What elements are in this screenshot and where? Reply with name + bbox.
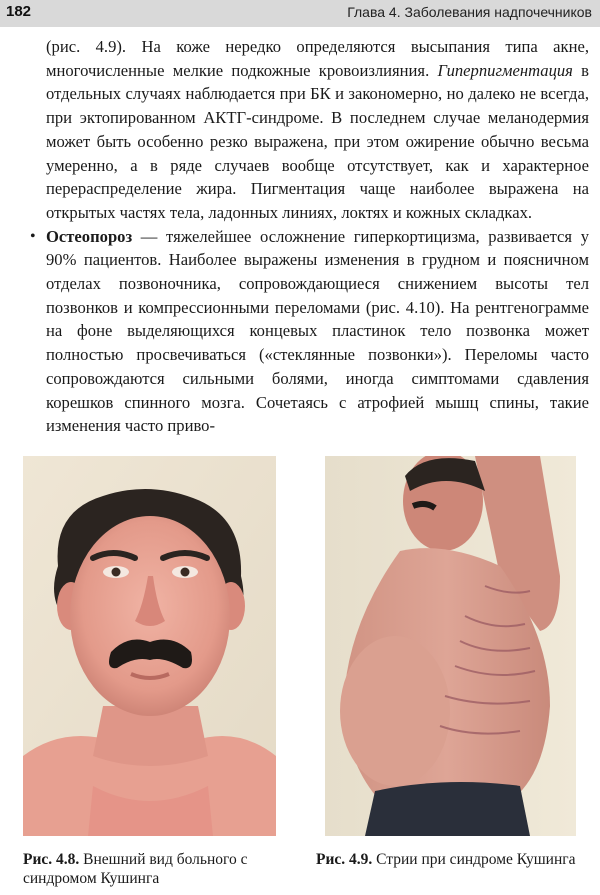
chapter-title: Глава 4. Заболевания надпочечников <box>347 4 592 20</box>
paragraph-skin-start: (рис. 4.9). На коже нередко определяются высыпания типа акне, многочисленные мелкие подкожные кровоизлияния. <box>46 37 589 80</box>
figure-face-photo <box>23 456 276 836</box>
body-text <box>30 35 589 438</box>
paragraph-skin <box>46 35 589 225</box>
figure-caption-text-4-9: Стрии при синдроме Кушинга <box>372 851 576 868</box>
face-photo-image <box>23 456 276 836</box>
running-header <box>0 0 600 27</box>
paragraph-osteoporosis-text: — тяжелейшее осложнение гиперкортицизма, развивается у 90% пациентов. Наиболее выражены изменения в грудном и поясничном отделах позвоночника, сопровождающиеся снижением высоты тел позвонков и компрессионными переломами (рис. 4.10). На рентгенограмме на фоне выделяющихся концевых пластинок тело позвонка может полностью просвечиваться («стеклянные позвонки»). Переломы часто сопровождаются сильными болями, иногда симптомами сдавления корешков спинного мозга. Сочетаясь с атрофией мышц спины, такие изменения часто приво- <box>46 226 589 436</box>
figure-caption-4-8 <box>23 850 288 888</box>
figure-caption-4-9 <box>316 850 588 869</box>
figure-label-4-8: Рис. 4.8. <box>23 851 80 868</box>
paragraph-skin-end: в отдельных случаях наблюдается при БК и закономерно, но далеко не всегда, при эктопированном АКТГ-синдроме. В последнем случае меланодермия может быть особенно резко выражена, при этом ожирение обычно весьма умеренно, а в ряде случаев вообще отсутствует, как и характерное перераспределение жира. Пигментация чаще наиболее выражена на открытых частях тела, ладонных линиях, локтях и кожных складках. <box>46 60 589 222</box>
figure-striae-photo <box>325 456 576 836</box>
page-number: 182 <box>6 3 32 20</box>
figure-caption-text-4-8: Внешний вид больного с синдромом Кушинга <box>23 851 248 887</box>
bullet-marker: • <box>30 227 36 245</box>
striae-photo-image <box>325 456 576 836</box>
figure-label-4-9: Рис. 4.9. <box>316 851 373 868</box>
term-hyperpigmentation: Гиперпигментация <box>437 60 573 80</box>
paragraph-osteoporosis <box>30 225 589 438</box>
term-osteoporosis: Остеопороз <box>46 226 133 246</box>
